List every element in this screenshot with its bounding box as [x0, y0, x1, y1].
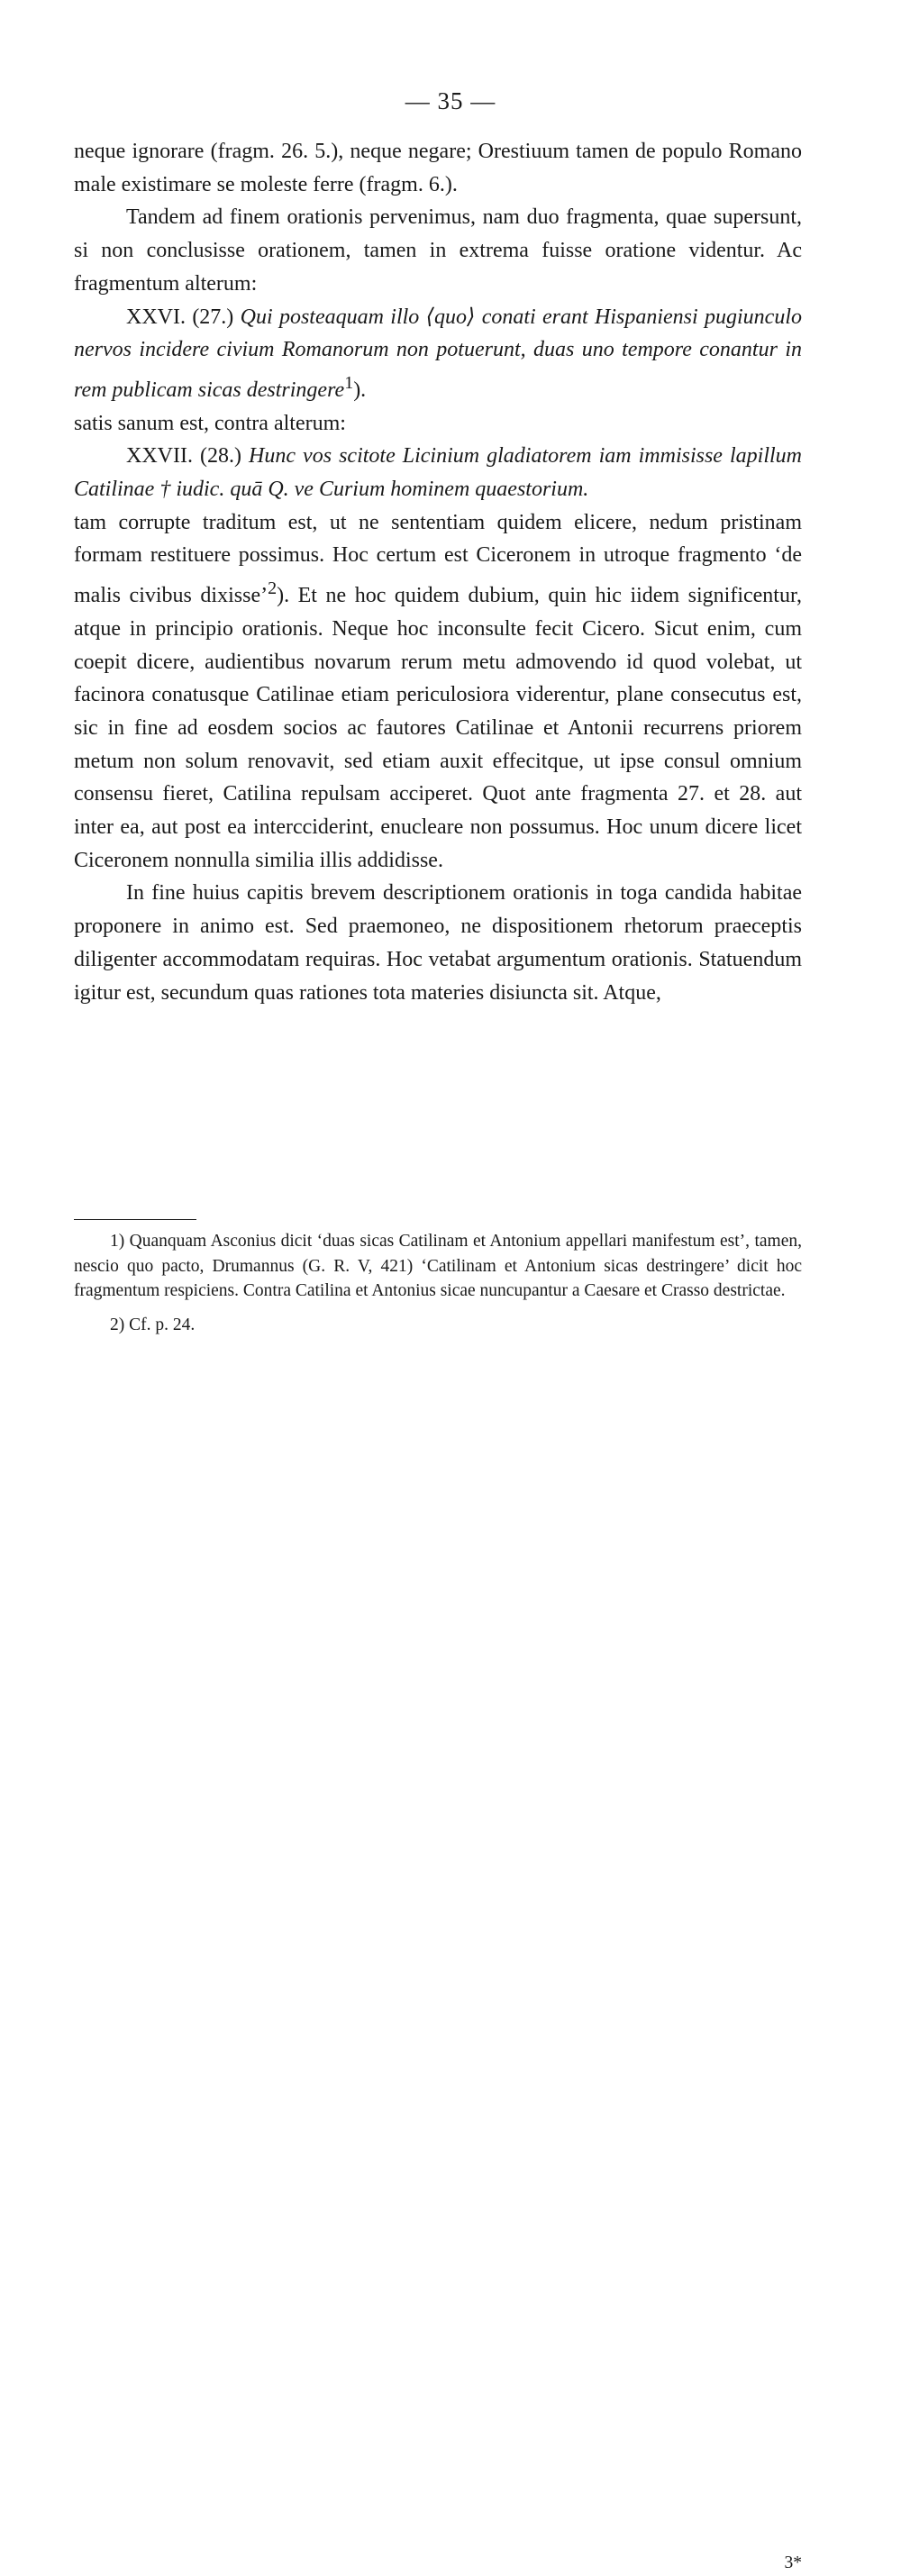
signature-mark: 3*	[784, 2553, 802, 2572]
paragraph-6-tail: ). Et ne hoc quidem dubium, quin hic iidem significentur, atque in principio orationis. Neque hoc inconsulte fecit Cicero. Sicut enim, cum coepit dicere, audientibus novarum rerum metu admovendo id quod volebat, ut facinora conatusque Catilinae etiam periculosiora viderentur, plane consecutus est, sic in fine ad eosdem socios ac fautores Catilinae et Antonii recurrens priorem metum non solum renovavit, sed etiam auxit effecitque, ut ipse consul omnium consensu fieret, Catilina repulsam acciperet. Quot ante fragmenta 27. et 28. aut inter ea, aut post ea intercciderint, enucleare non possumus. Hoc unum dicere licet Ciceronem nonnulla similia illis addidisse.	[74, 584, 803, 872]
paragraph-7: In fine huius capitis brevem descriptionem orationis in toga candida habitae proponere in animo est. Sed praemoneo, ne dispositionem rhetorum praeceptis diligenter accommodatam requiras. Hoc vetabat argumentum orationis. Statuendum igitur est, secundum quas rationes tota materies disiuncta sit. Atque,	[74, 881, 802, 1005]
page-number: — 35 —	[405, 87, 496, 114]
fragment-xxvi-tail: ).	[353, 378, 367, 402]
fragment-xxvi-quote: Qui posteaquam illo ⟨quo⟩ conati erant Hispaniensi pugiunculo nervos incidere civium Romanorum non potuerunt, duas uno tempore conantur in rem publicam sicas destringere	[74, 305, 802, 402]
footnote-2: 2) Cf. p. 24.	[110, 1315, 196, 1334]
fragment-xxvii	[74, 440, 802, 505]
paragraph-1: neque ignorare (fragm. 26. 5.), neque negare; Orestiuum tamen de populo Romano male existimare se moleste ferre (fragm. 6.).	[74, 140, 802, 196]
footnote-separator	[74, 1219, 196, 1220]
fragment-xxvi-number: XXVI. (27.)	[126, 305, 241, 329]
footnote-ref-2: 2	[268, 578, 278, 599]
paragraph-6-text: tam corrupte traditum est, ut ne sententiam quidem elicere, nedum pristinam formam restituere possimus. Hoc certum est Ciceronem in utroque fragmento ‘de malis civibus dixisse’	[74, 510, 802, 608]
paragraph-6	[74, 506, 802, 878]
fragment-xxvi	[74, 301, 802, 407]
fragment-xxvii-number: XXVII. (28.)	[126, 444, 250, 469]
footnote-ref-1: 1	[344, 372, 354, 393]
footnote-1: 1) Quanquam Asconius dicit ‘duas sicas Catilinam et Antonium appellari manifestum est’, tamen, nescio quo pacto, Drumannus (G. R. V, 421) ‘Catilinam et Antonium sicas destringere’ dicit hoc fragmentum respiciens. Contra Catilina et Antonius sicae nuncupantur a Caesare et Crasso destrictae.	[74, 1232, 802, 1300]
footnotes	[74, 1229, 802, 2572]
body-text	[74, 135, 802, 1009]
paragraph-4: satis sanum est, contra alterum:	[74, 411, 346, 435]
paragraph-2: Tandem ad finem orationis pervenimus, nam duo fragmenta, quae supersunt, si non conclusisse orationem, tamen in extrema fuisse oratione videntur. Ac fragmentum alterum:	[74, 205, 802, 296]
fragment-xxvii-quote: Hunc vos scitote Licinium gladiatorem iam immisisse lapillum Catilinae † iudic. quā Q. ve Curium hominem quaestorium.	[74, 444, 802, 502]
